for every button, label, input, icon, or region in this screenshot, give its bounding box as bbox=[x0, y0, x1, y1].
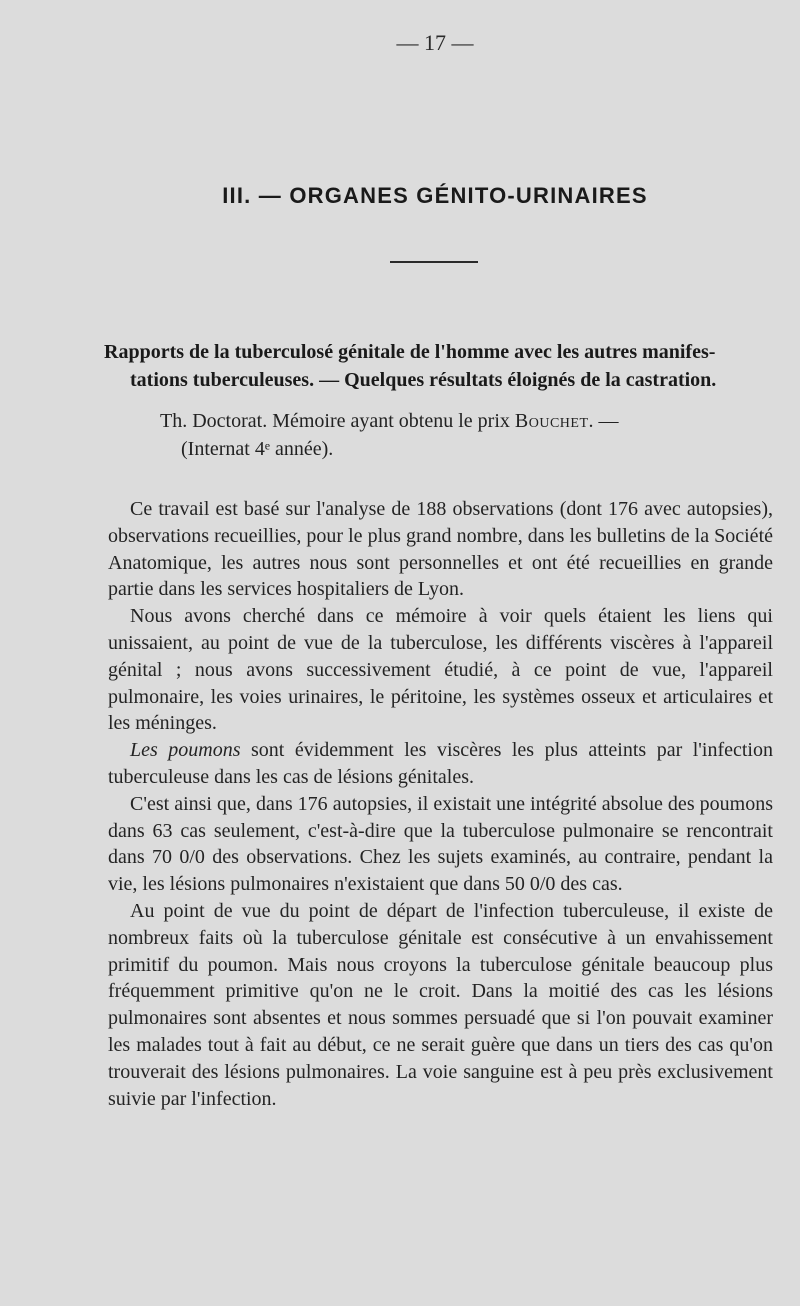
thesis-citation bbox=[160, 407, 800, 463]
article-subtitle bbox=[104, 338, 794, 394]
paragraph-3 bbox=[108, 737, 773, 791]
body-text bbox=[108, 496, 773, 1112]
paragraph-3-rest: sont évidemment les viscères les plus atteints par l'infection tuberculeuse dans les cas de lésions génitales. bbox=[108, 739, 773, 788]
section-heading: III. — ORGANES GÉNITO-URINAIRES bbox=[222, 183, 648, 208]
paragraph-2: Nous avons cherché dans ce mémoire à voir quels étaient les liens qui unissaient, au point de vue de la tuberculose, les différents viscères à l'appareil génital ; nous avons successivement étudié, à ce point de vue, l'appareil pulmonaire, les voies urinaires, le péritoine, les systèmes osseux et articulaires et les méninges. bbox=[108, 605, 773, 735]
citation-line-1 bbox=[160, 407, 800, 435]
prize-name: Bouchet bbox=[514, 410, 589, 432]
paragraph-3-emphasis: Les poumons bbox=[130, 739, 241, 762]
paragraph-5: Au point de vue du point de départ de l'infection tuberculeuse, il existe de nombreux faits où la tuberculose génitale est consécutive à un envahissement primitif du poumon. Mais nous croyons la tuberculose génitale beaucoup plus fréquemment primitive qu'on ne le croit. Dans la moitié des cas les lésions pulmonaires sont absentes et nous sommes persuadé que si l'on pouvait examiner les malades tout à fait au début, ce ne serait guère que dans un tiers des cas qu'on trouverait des lésions pulmonaires. La voie sanguine est à peu près exclusivement suivie par l'infection. bbox=[108, 899, 773, 1110]
heading-divider bbox=[390, 261, 478, 263]
paragraph-1: Ce travail est basé sur l'analyse de 188 observations (dont 176 avec autopsies), observations recueillies, pour le plus grand nombre, dans les bulletins de la Société Anatomique, les autres nous sont personnelles et ont été recueillies en grande partie dans les services hospitaliers de Lyon. bbox=[108, 498, 773, 601]
subtitle-line-1: Rapports de la tuberculosé génitale de l'homme avec les autres manifes- bbox=[104, 341, 716, 363]
citation-line-2: (Internat 4ᵉ année). bbox=[181, 438, 334, 460]
paragraph-4: C'est ainsi que, dans 176 autopsies, il existait une intégrité absolue des poumons dans 63 cas seulement, c'est-à-dire que la tuberculose pulmonaire se rencontrait dans 70 0/0 des observations. Chez les sujets examinés, au contraire, pendant la vie, les lésions pulmonaires n'existaient que dans 50 0/0 des cas. bbox=[108, 792, 773, 896]
citation-suffix: . — bbox=[588, 410, 619, 432]
subtitle-line-2: tations tuberculeuses. — Quelques résultats éloignés de la castration. bbox=[130, 369, 717, 391]
page-number: — 17 — bbox=[396, 30, 474, 55]
citation-prefix: Th. Doctorat. Mémoire ayant obtenu le prix bbox=[160, 410, 515, 432]
